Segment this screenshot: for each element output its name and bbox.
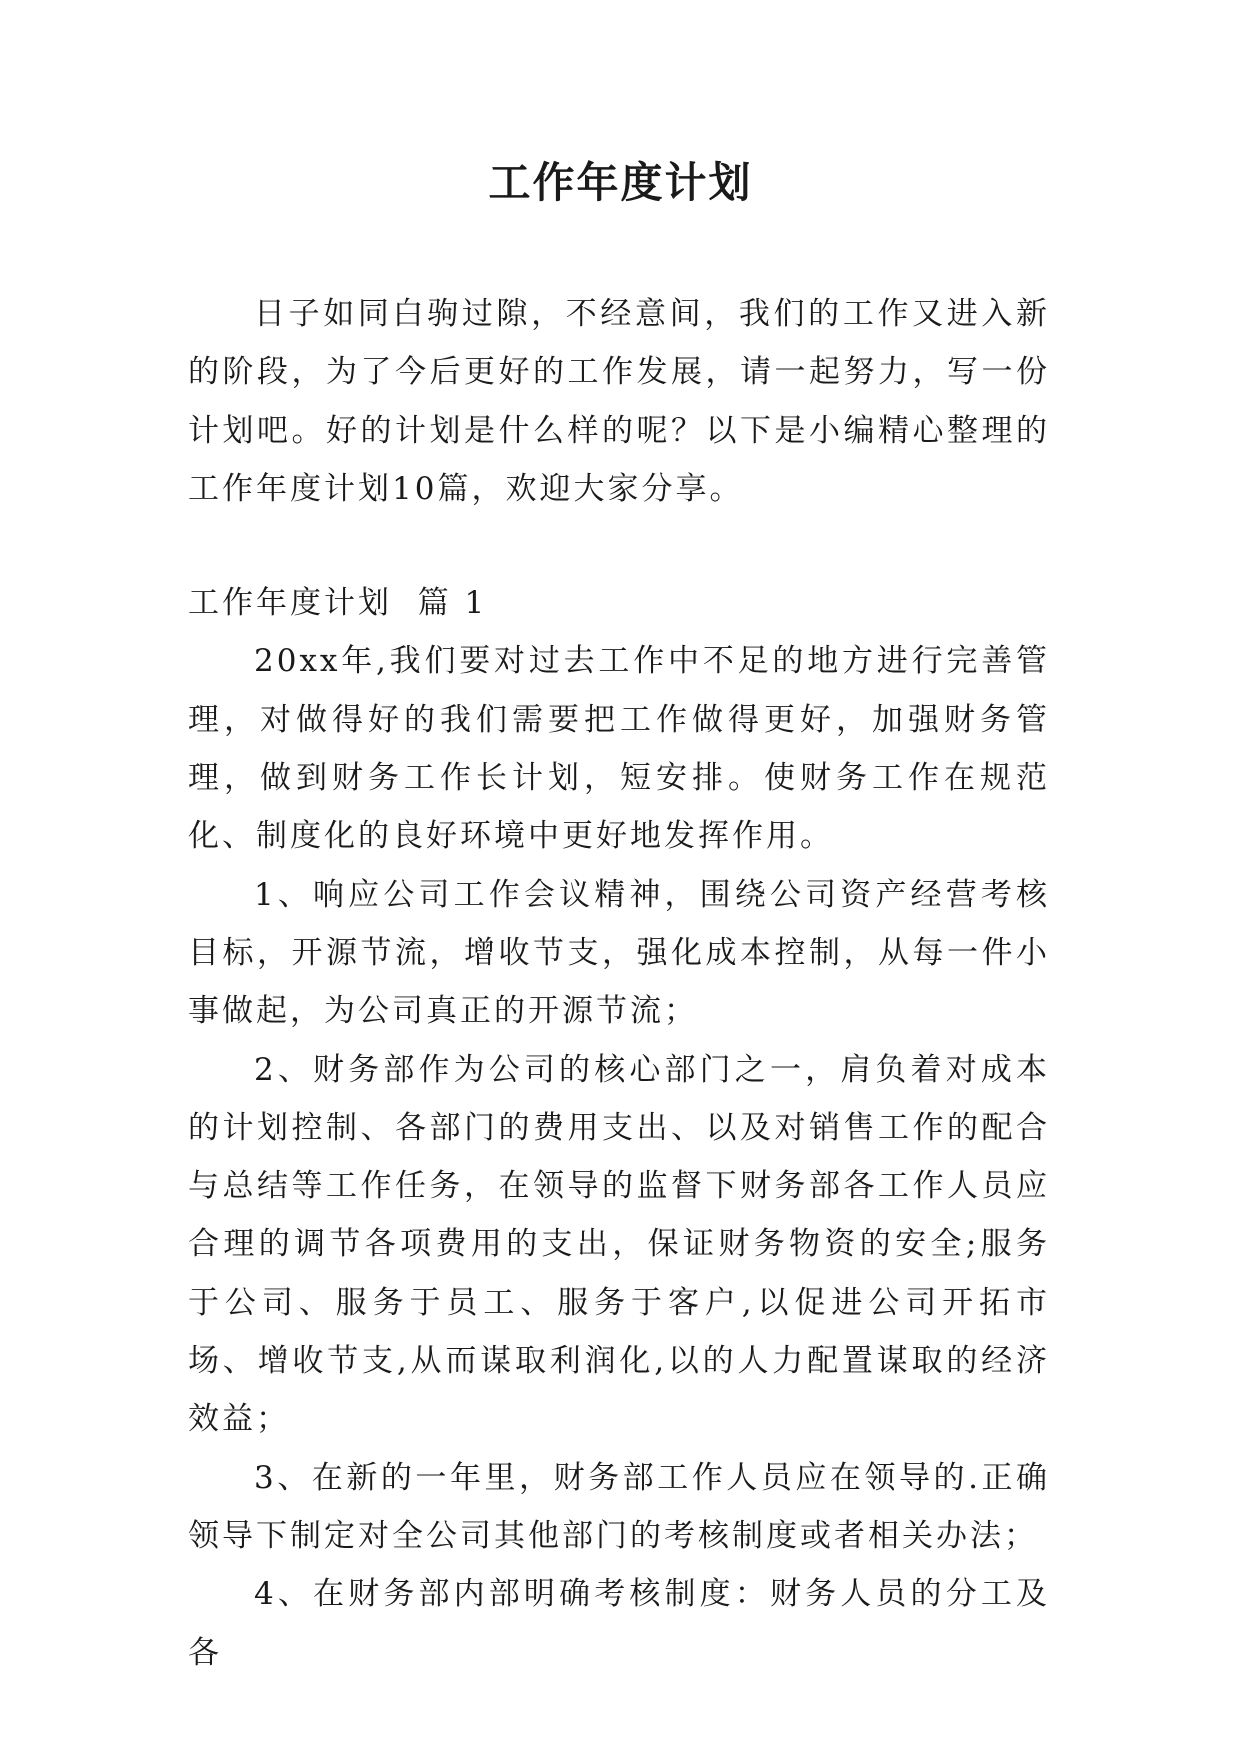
document-body bbox=[188, 285, 1050, 1682]
body-paragraph-1: 20xx年,我们要对过去工作中不足的地方进行完善管理，对做得好的我们需要把工作做得更好，加强财务管理，做到财务工作长计划，短安排。使财务工作在规范化、制度化的良好环境中更好地发挥作用。 bbox=[188, 643, 1050, 855]
intro-paragraph: 日子如同白驹过隙，不经意间，我们的工作又进入新的阶段，为了今后更好的工作发展，请一起努力，写一份计划吧。好的计划是什么样的呢？以下是小编精心整理的工作年度计划10篇，欢迎大家分享。 bbox=[188, 296, 1050, 507]
body-paragraph-5: 4、在财务部内部明确考核制度：财务人员的分工及各 bbox=[188, 1576, 1050, 1671]
document-title: 工作年度计划 bbox=[488, 158, 753, 207]
body-paragraph-2: 1、响应公司工作会议精神，围绕公司资产经营考核目标，开源节流，增收节支，强化成本控制，从每一件小事做起，为公司真正的开源节流； bbox=[188, 876, 1050, 1030]
body-paragraph-4: 3、在新的一年里，财务部工作人员应在领导的.正确领导下制定对全公司其他部门的考核制度或者相关办法； bbox=[188, 1459, 1050, 1554]
section-heading: 工作年度计划 篇 1 bbox=[188, 585, 488, 622]
body-paragraph-3: 2、财务部作为公司的核心部门之一，肩负着对成本的计划控制、各部门的费用支出、以及对销售工作的配合与总结等工作任务，在领导的监督下财务部各工作人员应合理的调节各项费用的支出，保证财务物资的安全;服务于公司、服务于员工、服务于客户,以促进公司开拓市场、增收节支,从而谋取利润化,以的人力配置谋取的经济效益； bbox=[188, 1051, 1050, 1438]
